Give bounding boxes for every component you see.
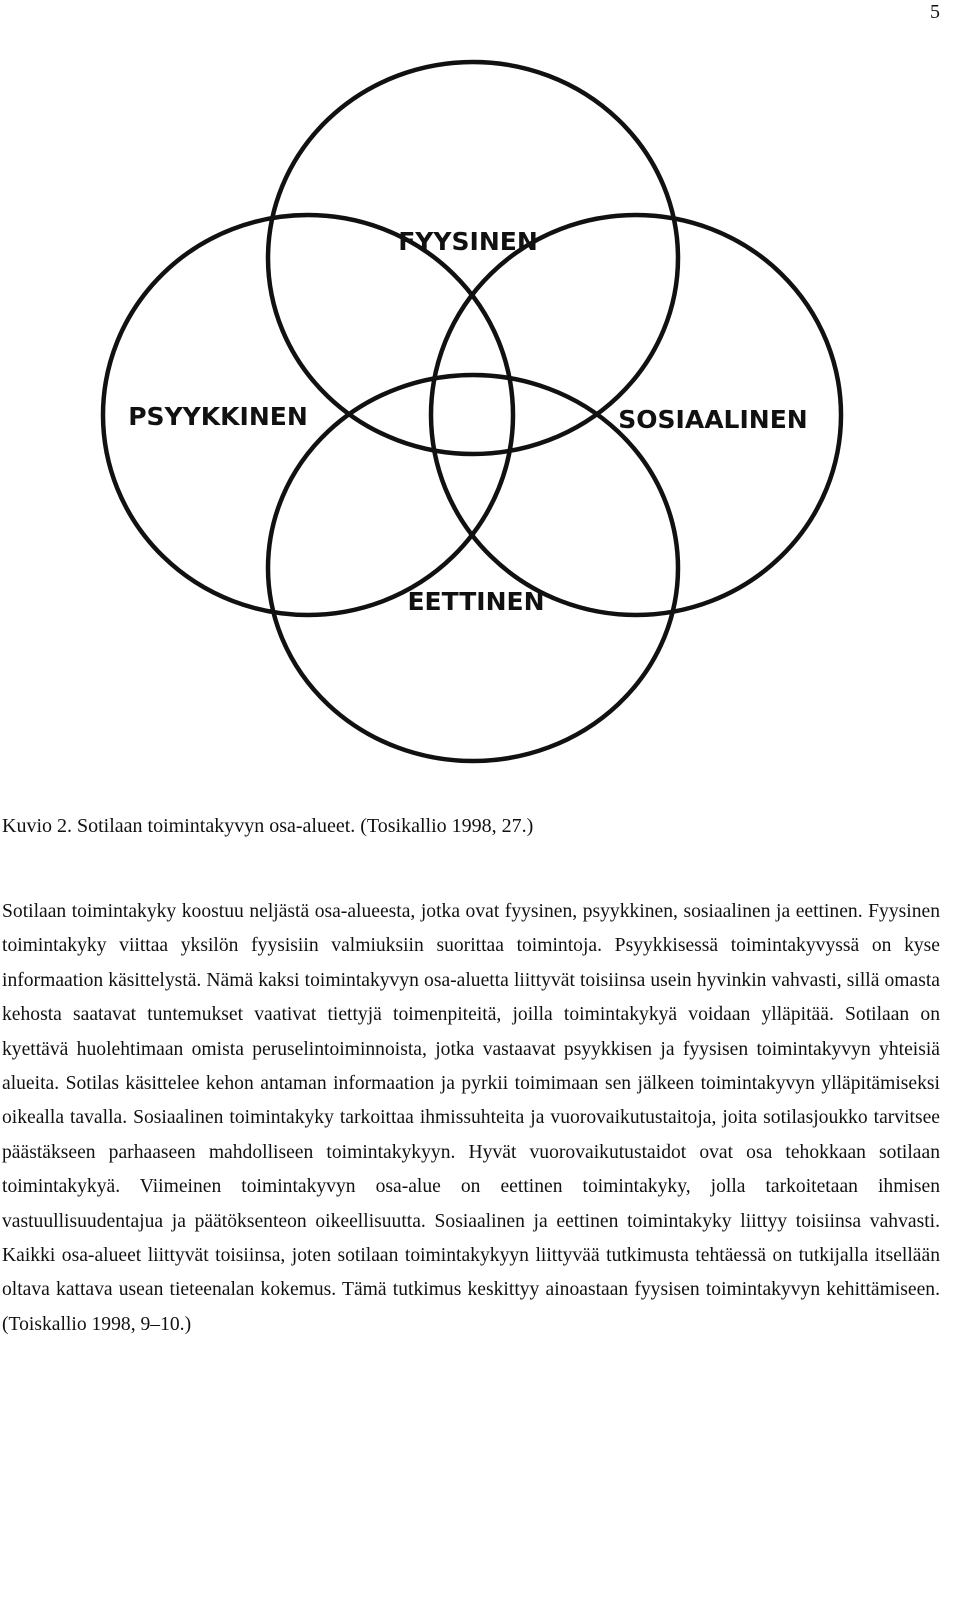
figure-caption: Kuvio 2. Sotilaan toimintakyvyn osa-alueet. (Tosikallio 1998, 27.) (2, 815, 534, 837)
page-number: 5 (930, 1, 940, 23)
label-sosiaalinen: SOSIAALINEN (618, 405, 808, 434)
label-fyysinen: FYYSINEN (398, 227, 538, 256)
circle-eettinen (268, 375, 678, 761)
venn-diagram (0, 0, 960, 790)
body-paragraph: Sotilaan toimintakyky koostuu neljästä osa-alueesta, jotka ovat fyysinen, psyykkinen, sosiaalinen ja eettinen. Fyysinen toimintakyky viittaa yksilön fyysisiin valmiuksiin suorittaa toimintoja. Psyykkisessä toimintakyvyssä on kyse informaation käsittelystä. Nämä kaksi toimintakyvyn osa-aluetta liittyvät toisiinsa usein hyvinkin vahvasti, sillä omasta kehosta saatavat tuntemukset vaativat tiettyjä toimenpiteitä, joilla toimintakykyä voidaan ylläpitää. Sotilaan on kyettävä huolehtimaan omista peruselintoiminnoista, jotka vastaavat psyykkisen ja fyysisen toimintakyvyn yhteisiä alueita. Sotilas käsittelee kehon antaman informaation ja pyrkii toimimaan sen jälkeen toimintakyvyn ylläpitämiseksi oikealla tavalla. Sosiaalinen toimintakyky tarkoittaa ihmissuhteita ja vuorovaikutustaitoja, joita sotilasjoukko tarvitsee päästäkseen parhaaseen mahdolliseen toimintakykyyn. Hyvät vuorovaikutustaidot ovat osa tehokkaan sotilaan toimintakykyä. Viimeinen toimintakyvyn osa-alue on eettinen toimintakyky, jolla tarkoitetaan ihmisen vastuullisuudentajua ja päätöksenteon oikeellisuutta. Sosiaalinen ja eettinen toimintakyky liittyy toisiinsa vahvasti. Kaikki osa-alueet liittyvät toisiinsa, joten sotilaan toimintakykyyn liittyvää tutkimusta tehtäessä on tutkijalla itsellään oltava kattava usean tieteenalan kokemus. Tämä tutkimus keskittyy ainoastaan fyysisen toimintakyvyn kehittämiseen. (Toiskallio 1998, 9–10.) (2, 901, 940, 1335)
circle-fyysinen (268, 62, 678, 454)
label-psyykkinen: PSYYKKINEN (128, 402, 308, 431)
label-eettinen: EETTINEN (407, 587, 545, 616)
